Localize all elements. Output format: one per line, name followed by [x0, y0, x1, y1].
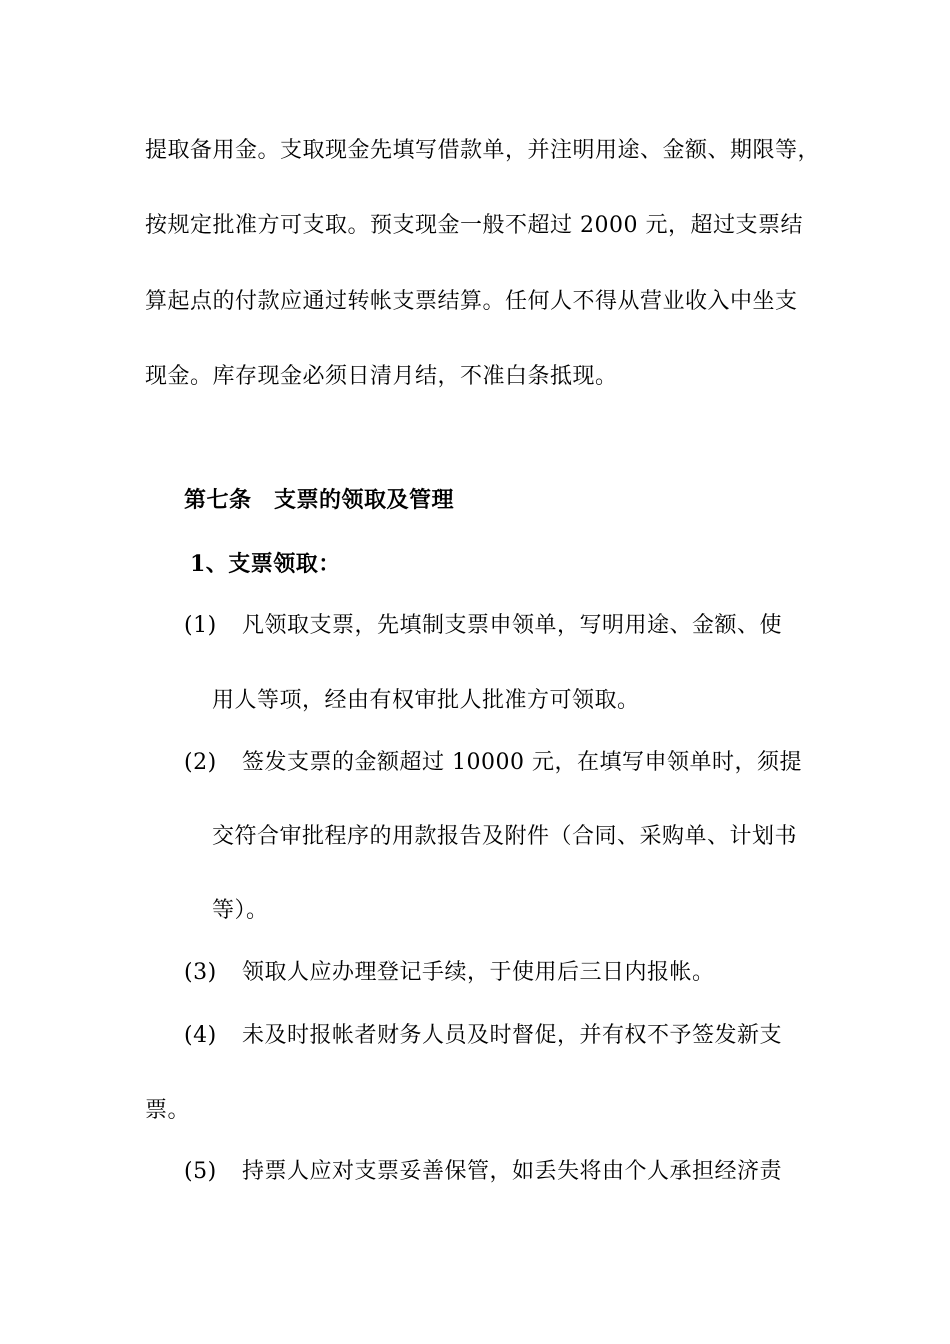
paragraph-line: 提取备用金。支取现金先填写借款单，并注明用途、金额、期限等，	[145, 138, 821, 163]
item-number: (2)	[184, 750, 217, 775]
item-continuation: 用人等项，经由有权审批人批准方可领取。	[212, 688, 640, 713]
item-continuation: 交符合审批程序的用款报告及附件（合同、采购单、计划书	[212, 824, 798, 849]
list-item	[184, 611, 782, 641]
list-item	[184, 1157, 782, 1187]
list-item	[184, 958, 715, 988]
list-item	[184, 1021, 782, 1051]
paragraph-line: 按规定批准方可支取。预支现金一般不超过 2000 元，超过支票结	[145, 213, 803, 238]
item-continuation: 等）。	[212, 898, 269, 923]
section-subheading: 1、支票领取：	[190, 551, 341, 577]
item-number: (3)	[184, 960, 217, 985]
item-number: (5)	[184, 1159, 217, 1184]
paragraph-line: 现金。库存现金必须日清月结，不准白条抵现。	[145, 364, 618, 389]
item-text: 签发支票的金额超过 10000 元，在填写申领单时，须提	[242, 750, 802, 775]
item-text: 凡领取支票，先填制支票申领单，写明用途、金额、使	[242, 613, 783, 638]
item-number: (1)	[184, 613, 217, 638]
item-text: 未及时报帐者财务人员及时督促，并有权不予签发新支	[242, 1023, 783, 1048]
item-number: (4)	[184, 1023, 217, 1048]
item-text: 持票人应对支票妥善保管，如丢失将由个人承担经济责	[242, 1159, 783, 1184]
item-continuation: 票。	[145, 1098, 191, 1123]
article-heading: 第七条 支票的领取及管理	[184, 487, 455, 513]
item-text: 领取人应办理登记手续，于使用后三日内报帐。	[242, 960, 715, 985]
paragraph-line: 算起点的付款应通过转帐支票结算。任何人不得从营业收入中坐支	[145, 289, 798, 314]
list-item	[184, 748, 802, 778]
